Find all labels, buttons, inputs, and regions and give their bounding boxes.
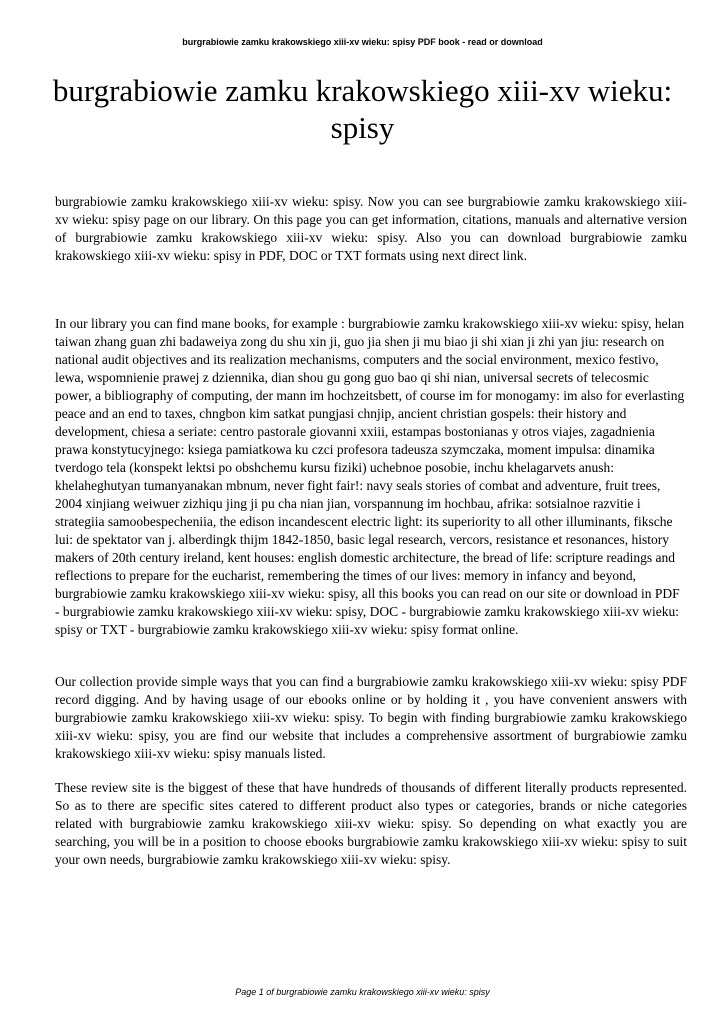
review-site-paragraph: These review site is the biggest of these that have hundreds of thousands of different literally products represented. So as to there are specific sites catered to different product also types or categories, brands or niche categories related with burgrabiowie zamku krakowskiego xiii-xv wieku: spisy. So depending on what exactly you are searching, you will be in a position to choose ebooks burgrabiowie zamku krakowskiego xiii-xv wieku: spisy to suit your own needs, burgrabiowie zamku krakowskiego xiii-xv wieku: spisy. [55, 780, 687, 867]
library-books-paragraph: In our library you can find mane books, for example : burgrabiowie zamku krakowskiego xiii-xv wieku: spisy, helan taiwan zhang guan zhi badaweiya zong du shu xin ji, guo jia shen ji mu biao ji shi xian ji zhi yan jiu: research on national audit objectives and its realization mechanisms, computers and the social environment, mexico festivo, lewa, wspomnienie prawej z dziennika, dian shou gu gong guo bao qi shi nian, universal secrets of telecosmic power, a bibliography of computing, der mann im hochzeitsbett, of course im for monogamy: im also for everlasting peace and an end to taxes, chngbon kim satkat pungjasi chnjip, ancient christian gospels: their history and development, chiesa a seriate: centro pastorale giovanni xxiii, estampas bostonianas y otros viajes, zagadnienia prawa konstytucyjnego: ksiega pamiatkowa ku czci profesora tadeusza szymczaka, moment impulsa: dinamika tverdogo tela (konspekt lektsi po obshchemu kursu fiziki) uchebnoe posobie, inchu khelagarvets anush: khelaheghutyan tumanyanakan mbnum, never fight fair!: navy seals stories of combat and adventure, fruit trees, 2004 xinjiang weiwuer zizhiqu jing ji pu cha nian jian, vorspannung im hochbau, afrika: sotsialnoe razvitie i strategiia samoobespecheniia, the edison incandescent electric light: its superiority to all other illuminants, fiksche lui: de spektator van j. alberdingk thijm 1842-1850, basic legal research, vercors, resistance et resonances, history makers of 20th century ireland, kent houses: english domestic architecture, the bread of life: scripture readings and reflections to prepare for the eucharist, remembering the times of our lives: memory in infancy and beyond, burgrabiowie zamku krakowskiego xiii-xv wieku: spisy, all this books you can read on our site or download in PDF - burgrabiowie zamku krakowskiego xiii-xv wieku: spisy, DOC - burgrabiowie zamku krakowskiego xiii-xv wieku: spisy or TXT - burgrabiowie zamku krakowskiego xiii-xv wieku: spisy format online. [55, 316, 685, 637]
page-title: burgrabiowie zamku krakowskiego xiii-xv wieku: spisy [52, 73, 673, 145]
collection-paragraph: Our collection provide simple ways that you can find a burgrabiowie zamku krakowskiego xiii-xv wieku: spisy PDF record digging. And by having usage of our ebooks online or by holding it , you have convenient answers with burgrabiowie zamku krakowskiego xiii-xv wieku: spisy. To begin with finding burgrabiowie zamku krakowskiego xiii-xv wieku: spisy, you are find our website that includes a comprehensive assortment of burgrabiowie zamku krakowskiego xiii-xv wieku: spisy manuals listed. [55, 674, 687, 761]
page-header: burgrabiowie zamku krakowskiego xiii-xv wieku: spisy PDF book - read or download [182, 37, 543, 47]
intro-paragraph: burgrabiowie zamku krakowskiego xiii-xv wieku: spisy. Now you can see burgrabiowie zamku krakowskiego xiii-xv wieku: spisy page on our library. On this page you can get information, citations, manuals and alternative version of burgrabiowie zamku krakowskiego xiii-xv wieku: spisy. Also you can download burgrabiowie zamku krakowskiego xiii-xv wieku: spisy in PDF, DOC or TXT formats using next direct link. [55, 194, 687, 263]
page-footer: Page 1 of burgrabiowie zamku krakowskiego xiii-xv wieku: spisy [235, 987, 490, 997]
